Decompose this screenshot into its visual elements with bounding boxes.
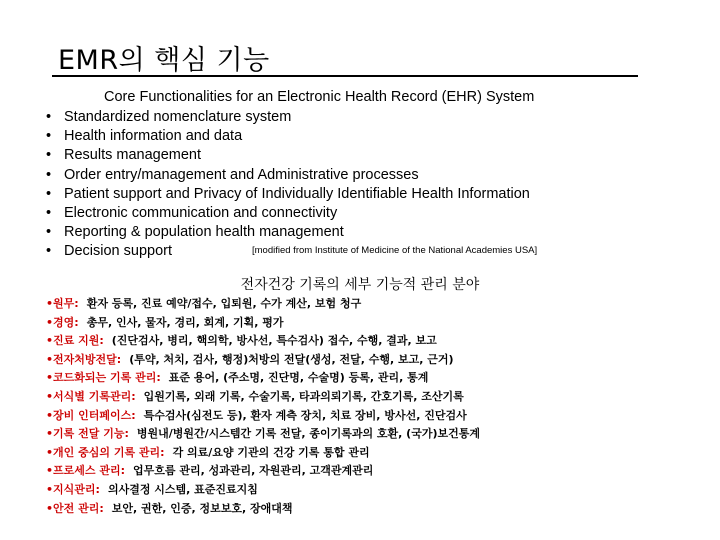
item-label: •코드화되는 기록 관리:	[46, 371, 161, 385]
korean-section-heading: 전자건강 기록의 세부 기능적 관리 분야	[240, 277, 480, 293]
list-item	[46, 462, 480, 481]
bullet-icon: •	[46, 185, 52, 202]
list-item-text: Electronic communication and connectivity	[64, 205, 338, 222]
item-label: •경영:	[46, 315, 79, 329]
item-description: (투약, 처치, 검사, 행정)처방의 전달(생성, 전달, 수행, 보고, 근거)	[129, 352, 454, 366]
list-item	[46, 314, 480, 333]
list-item	[46, 369, 480, 388]
item-description: 업무흐름 관리, 성과관리, 자원관리, 고객관계관리	[133, 464, 374, 478]
bullet-icon: •	[46, 128, 52, 145]
item-description: 총무, 인사, 물자, 경리, 회계, 기획, 평가	[86, 315, 284, 329]
item-description: 병원내/병원간/시스템간 기록 전달, 종이기록과의 호환, (국가)보건통계	[136, 427, 480, 441]
item-label: •안전 관리:	[46, 501, 104, 515]
item-description: 특수검사(심전도 등), 환자 계측 장치, 치료 장비, 방사선, 진단검사	[143, 408, 467, 422]
item-description: 표준 용어, (주소명, 진단명, 수술명) 등록, 관리, 통계	[168, 371, 429, 385]
item-label: •장비 인터페이스:	[46, 408, 136, 422]
list-item	[46, 295, 480, 314]
title-underline	[52, 75, 638, 77]
bullet-icon: •	[46, 205, 52, 222]
list-item-text: Patient support and Privacy of Individually Identifiable Health Information	[64, 185, 530, 202]
bullet-icon: •	[46, 166, 52, 183]
list-item	[46, 332, 480, 351]
list-item-text: Order entry/management and Administrative processes	[64, 166, 419, 183]
list-item-text: Standardized nomenclature system	[64, 109, 292, 125]
item-label: •기록 전달 기능:	[46, 427, 129, 441]
list-item	[46, 388, 480, 407]
list-item	[46, 108, 537, 127]
item-description: 입원기록, 외래 기록, 수술기록, 타과의뢰기록, 간호기록, 조산기록	[143, 389, 464, 403]
list-item-text: Health information and data	[64, 128, 243, 145]
list-item	[46, 425, 480, 444]
bullet-icon: •	[46, 147, 52, 164]
list-item	[46, 185, 537, 204]
list-item	[46, 146, 537, 165]
item-description: 각 의료/요양 기관의 건강 기록 통합 관리	[172, 445, 370, 459]
list-item	[46, 351, 480, 370]
list-item	[46, 407, 480, 426]
item-label: •서식별 기록관리:	[46, 389, 136, 403]
list-item	[46, 481, 480, 500]
item-label: •프로세스 관리:	[46, 464, 126, 478]
item-label: •원무:	[46, 297, 79, 310]
item-description: 보안, 권한, 인증, 정보보호, 장애대책	[111, 501, 293, 515]
list-item	[46, 242, 537, 262]
list-item	[46, 204, 537, 223]
item-description: 의사결정 시스템, 표준진료지침	[107, 482, 258, 496]
bullet-icon: •	[46, 243, 52, 260]
bullet-icon: •	[46, 224, 52, 241]
list-item	[46, 166, 537, 185]
list-item	[46, 223, 537, 242]
list-item-text: Reporting & population health management	[64, 224, 344, 241]
bullet-icon: •	[46, 109, 52, 125]
list-item-text: Results management	[64, 147, 202, 164]
list-item	[46, 500, 480, 519]
source-note: [modified from Institute of Medicine of the National Academies USA]	[252, 245, 538, 257]
item-description: 환자 등록, 진료 예약/접수, 입퇴원, 수가 계산, 보험 청구	[86, 297, 362, 310]
item-label: •진료 지원:	[46, 334, 104, 348]
item-description: (진단검사, 병리, 핵의학, 방사선, 특수검사) 접수, 수행, 결과, 보고	[111, 334, 437, 348]
list-item	[46, 444, 480, 463]
item-label: •전자처방전달:	[46, 352, 122, 366]
item-label: •지식관리:	[46, 482, 100, 496]
list-item-text: Decision support	[64, 243, 172, 260]
item-label: •개인 중심의 기록 관리:	[46, 445, 165, 459]
core-functionalities-heading: Core Functionalities for an Electronic Health Record (EHR) System	[104, 89, 535, 105]
slide-title: EMR의 핵심 기능	[58, 45, 270, 76]
korean-functions-list	[46, 295, 480, 518]
core-functionalities-list	[46, 108, 537, 263]
list-item	[46, 127, 537, 146]
